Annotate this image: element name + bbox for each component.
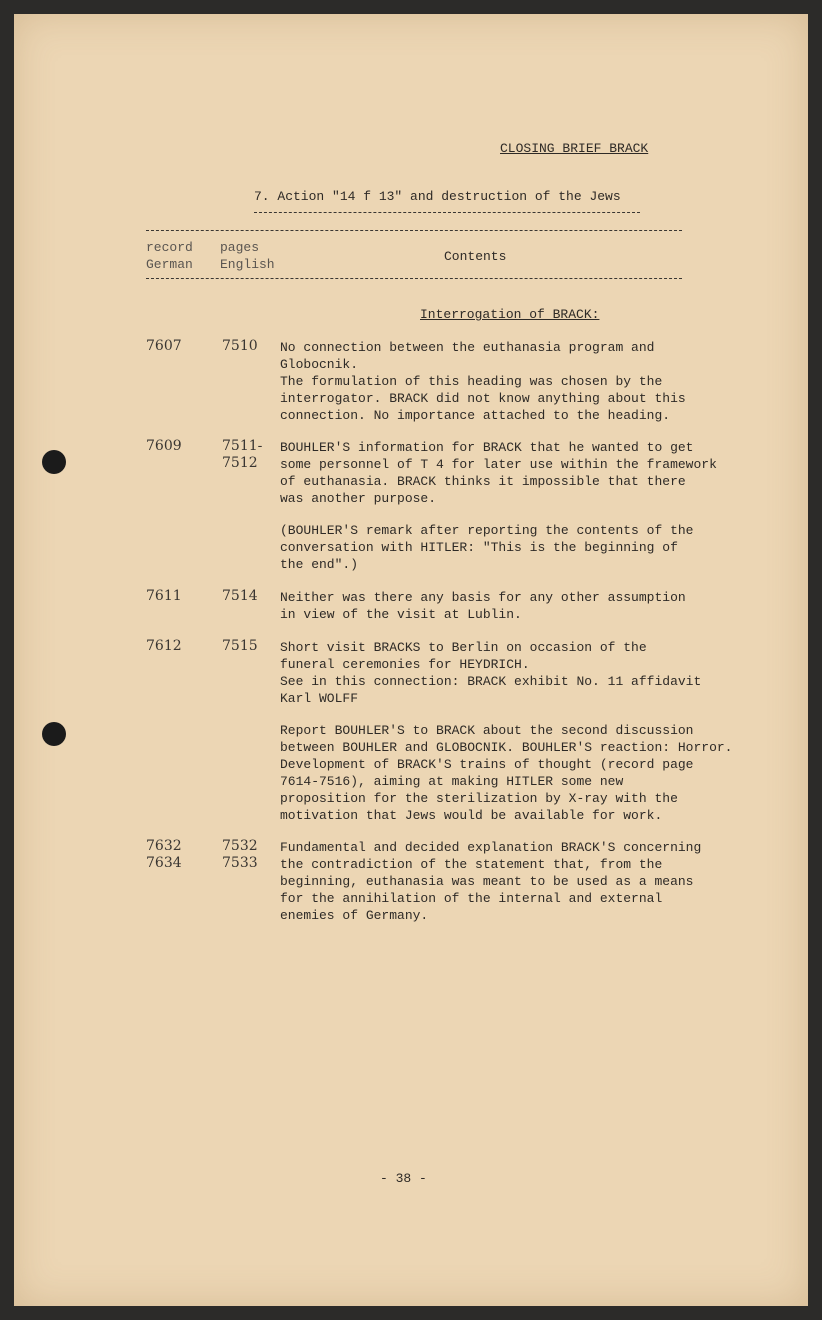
record-german: 7632 7634 xyxy=(146,838,182,871)
pages-english: 7511- 7512 xyxy=(222,438,263,471)
entry-paragraph: Neither was there any basis for any other assumption in view of the visit at Lublin. xyxy=(280,590,686,622)
document-page xyxy=(14,14,808,1306)
col-header-record-german: record German xyxy=(146,240,193,272)
entry-paragraph: Short visit BRACKS to Berlin on occasion of the funeral ceremonies for HEYDRICH. See in this connection: BRACK exhibit No. 11 affidavit Karl WOLFF xyxy=(280,640,702,706)
entry-paragraph: BOUHLER'S information for BRACK that he wanted to get some personnel of T 4 for later use within the framework of euthanasia. BRACK thinks it impossible that there was another purpose. xyxy=(280,440,717,506)
col-header-contents: Contents xyxy=(444,249,507,264)
punch-hole-bottom xyxy=(42,722,66,746)
pages-english: 7514 xyxy=(222,588,258,604)
table-rule-top xyxy=(146,230,682,231)
section-title: 7. Action "14 f 13" and destruction of the Jews xyxy=(254,189,621,204)
entry-paragraph: No connection between the euthanasia program and Globocnik. The formulation of this heading was chosen by the interrogator. BRACK did not know anything about this connection. No importance attached to the heading. xyxy=(280,340,686,423)
punch-hole-top xyxy=(42,450,66,474)
record-german: 7611 xyxy=(146,588,182,604)
record-german: 7612 xyxy=(146,638,182,654)
subheading: Interrogation of BRACK: xyxy=(420,307,600,322)
page-number: - 38 - xyxy=(380,1171,427,1186)
pages-english: 7515 xyxy=(222,638,258,654)
doc-label: CLOSING BRIEF BRACK xyxy=(500,141,649,156)
record-german: 7609 xyxy=(146,438,182,454)
entry-paragraph: Report BOUHLER'S to BRACK about the second discussion between BOUHLER and GLOBOCNIK. BOUHLER'S reaction: Horror. Development of BRACK'S trains of thought (record page 7614-7516), aiming at making HITLER some new proposition for the sterilization by X-ray with the motivation that Jews would be available for work. xyxy=(280,723,733,823)
pages-english: 7532 7533 xyxy=(222,838,258,871)
entry-paragraph: (BOUHLER'S remark after reporting the contents of the conversation with HITLER: "This is the beginning of the end".) xyxy=(280,523,694,572)
entry-paragraph: Fundamental and decided explanation BRACK'S concerning the contradiction of the statement that, from the beginning, euthanasia was meant to be used as a means for the annihilation of the internal and external enemies of Germany. xyxy=(280,840,702,923)
pages-english: 7510 xyxy=(222,338,258,354)
title-underline xyxy=(254,212,640,213)
table-rule-bottom xyxy=(146,278,682,279)
col-header-pages-english: pages English xyxy=(220,240,275,272)
record-german: 7607 xyxy=(146,338,182,354)
